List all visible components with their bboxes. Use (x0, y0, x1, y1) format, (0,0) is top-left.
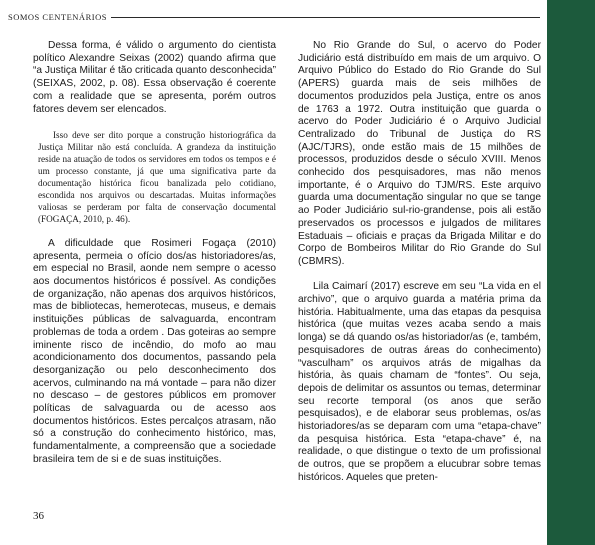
green-side-strip (547, 0, 595, 545)
paragraph: Dessa forma, é válido o argumento do cientista político Alexandre Seixas (2002) quando afirma que “a Justiça Militar é tão criticada quanto desconhecida” (SEIXAS, 2002, p. 08). Essa observação é coerente com a realidade que se apresenta, porém outros fatores devem ser elencados. (33, 40, 276, 115)
running-header (8, 10, 540, 24)
paragraph: Lila Caimarí (2017) escreve em seu “La vida en el archivo”, que o arquivo guarda a matéria prima da história. Habitualmente, uma das etapas da pesquisa histórica (que muitas vezes acaba sendo a mais longa) se dá quando os/as historiador/as (e, também, pesquisadores de outras áreas do conhecimento) “vasculham” os arquivos atrás de migalhas da história, às quais chamam de “fontes”. Ou seja, depois de delimitar os assuntos ou temas, determinar seu recorte temporal (os anos que serão pesquisados), e de elaborar seus problemas, os/as historiadores/as se deparam com uma “etapa-chave” da pesquisa histórica. Esta “etapa-chave” é, na realidade, o que distingue o texto de um profissional de outros, que se propõem a elucubrar sobre temas históricos. Aqueles que preten- (298, 281, 541, 483)
header-rule (111, 17, 540, 18)
right-column (298, 40, 541, 497)
left-column (33, 40, 276, 479)
header-title: SOMOS CENTENÁRIOS (8, 12, 107, 22)
page-number: 36 (33, 510, 44, 522)
block-quote: Isso deve ser dito porque a construção historiográfica da Justiça Militar não está concluída. A grandeza da instituição reside na atuação de todos os servidores em todos os tempos e é um processo constante, já que uma significativa parte da documentação histórica ficou banalizada pelo cotidiano, escondida nos arquivos ou descartadas. Muitas informações valiosas se perderam por falta de conservação documental (FOGAÇA, 2010, p. 46). (38, 129, 276, 224)
paragraph: No Rio Grande do Sul, o acervo do Poder Judiciário está distribuído em mais de um arquivo. O Arquivo Público do Estado do Rio Grande do Sul (APERS) guarda mais de seis milhões de documentos produzidos pela Justiça, entre os anos de 1763 a 1972. Outra instituição que guarda o acervo do Poder Judiciário é o Arquivo Judicial Centralizado do Tribunal de Justiça do RS (AJC/TJRS), onde estão mais de 15 milhões de processos, produzidos desde o século XVIII. Menos conhecido dos pesquisadores, mas não menos importante, é o Arquivo do TJM/RS. Este arquivo guarda uma documentação singular no que se tange ao Poder Judiciário sul-rio-grandense, pois ali estão preservados os processos e julgados de militares Estaduais – oficiais e praças da Brigada Militar e do Corpo de Bombeiros Militar do Rio Grande do Sul (CBMRS). (298, 40, 541, 267)
paragraph: A dificuldade que Rosimeri Fogaça (2010) apresenta, permeia o ofício dos/as historiadores/as, em especial no Brasil, aonde nem sempre o acesso aos documentos históricos é possível. As condições de organização, não apenas dos arquivos históricos, mas de bibliotecas, hemerotecas, museus, e demais instituições públicas de salvaguarda, encontram problemas de toda a ordem . Das goteiras ao sempre iminente risco de incêndio, do mofo ao mau acondicionamento dos documentos, passando pela desorganização ou pelo desconhecimento dos acervos, culminando na má vontade – para não dizer no descaso – de gestores públicos em promover políticas de salvaguarda ou de acesso aos documentos históricos. Estes percalços atrasam, não só a construção do conhecimento histórico, mas, fundamentalmente, a compreensão que a sociedade brasileira tem de si e de suas instituições. (33, 237, 276, 465)
